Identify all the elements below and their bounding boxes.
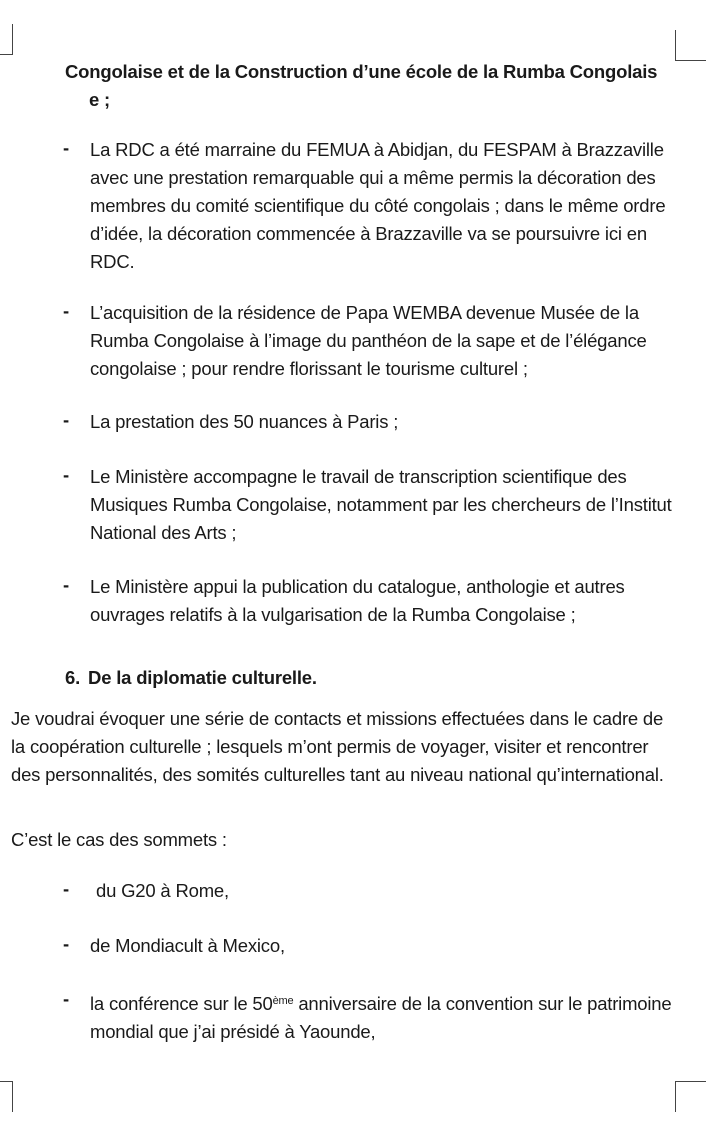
list-item-text: Le Ministère appui la publication du catalogue, anthologie et autres ouvrages relatifs à la vulgarisation de la Rumba Congolaise ;	[90, 576, 625, 625]
bullet-dash: -	[63, 878, 69, 899]
bullet-dash: -	[63, 300, 69, 321]
bullet-dash: -	[63, 574, 69, 595]
heading-line-2: e ;	[89, 89, 110, 110]
section-number: 6.	[65, 667, 81, 688]
crop-mark-top-left	[0, 24, 13, 55]
heading-continuation	[65, 58, 685, 114]
bullet-dash: -	[63, 464, 69, 485]
paragraph: C’est le cas des sommets :	[11, 829, 227, 850]
list-item-text: La prestation des 50 nuances à Paris ;	[90, 411, 399, 432]
list-item	[63, 932, 685, 960]
bullet-dash: -	[63, 933, 69, 954]
list-item-text: L’acquisition de la résidence de Papa WEMBA devenue Musée de la Rumba Congolaise à l’image du panthéon de la sape et de l’élégance congolaise ; pour rendre florissant le tourisme culturel ;	[90, 302, 647, 379]
list-item	[63, 573, 685, 629]
list-item	[63, 877, 685, 905]
list-item-text: Le Ministère accompagne le travail de transcription scientifique des Musiques Rumba Congolaise, notamment par les chercheurs de l’Institut National des Arts ;	[90, 466, 672, 543]
bullet-dash: -	[63, 137, 69, 158]
list-item-text: du G20 à Rome,	[96, 880, 229, 901]
bullet-dash: -	[63, 409, 69, 430]
bullet-dash: -	[63, 988, 69, 1009]
section-title-text: De la diplomatie culturelle.	[88, 667, 317, 688]
ordinal-superscript: ème	[272, 995, 294, 1007]
paragraph: Je voudrai évoquer une série de contacts et missions effectuées dans le cadre de la coopération culturelle ; lesquels m’ont permis de voyager, visiter et rencontrer des personnalités, des somités culturelles tant au niveau national qu’international.	[11, 708, 664, 785]
list-item	[63, 463, 685, 547]
crop-mark-top-right	[675, 30, 706, 61]
list-item	[63, 299, 685, 383]
list-item	[63, 408, 685, 436]
list-item-text-part: la conférence sur le 50	[90, 993, 273, 1014]
list-item	[63, 136, 685, 276]
crop-mark-bottom-left	[0, 1081, 13, 1112]
list-item	[63, 987, 685, 1046]
heading-line-1: Congolaise et de la Construction d’une école de la Rumba Congolais	[65, 61, 658, 82]
list-item-text: La RDC a été marraine du FEMUA à Abidjan, du FESPAM à Brazzaville avec une prestation remarquable qui a même permis la décoration des membres du comité scientifique du côté congolais ; dans le même ordre d’idée, la décoration commencée à Brazzaville va se poursuivre ici en RDC.	[90, 139, 666, 272]
crop-mark-bottom-right	[675, 1081, 706, 1112]
section-heading	[65, 664, 317, 692]
list-item-text	[90, 987, 685, 1046]
list-item-text: de Mondiacult à Mexico,	[90, 935, 285, 956]
list-item-text-part: anniversaire de la convention sur le patrimoine mondial que j’ai présidé à Yaounde,	[90, 993, 672, 1042]
